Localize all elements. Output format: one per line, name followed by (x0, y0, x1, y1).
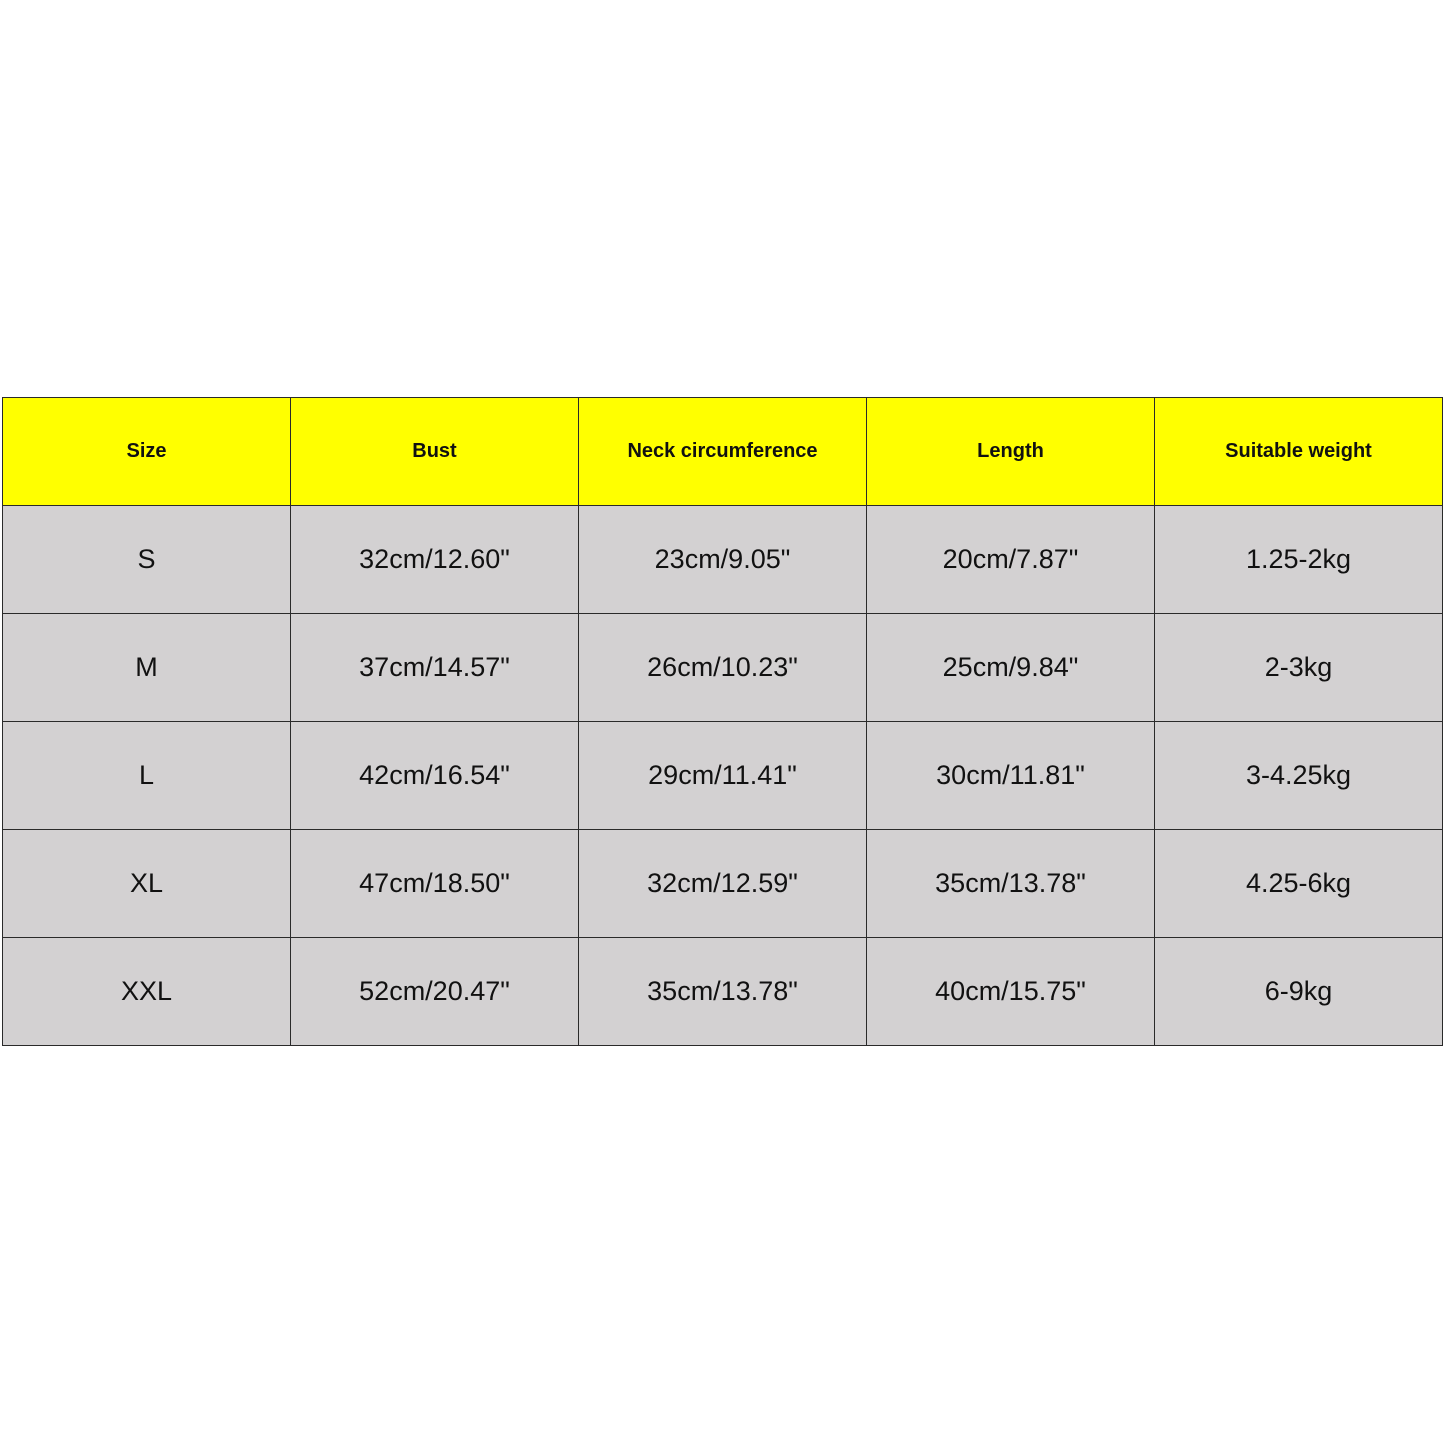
cell-neck: 29cm/11.41" (579, 722, 867, 830)
cell-bust: 52cm/20.47" (291, 938, 579, 1046)
cell-length: 20cm/7.87" (867, 506, 1155, 614)
cell-neck: 32cm/12.59" (579, 830, 867, 938)
cell-size: S (3, 506, 291, 614)
header-neck-circumference: Neck circumference (579, 398, 867, 506)
cell-bust: 32cm/12.60" (291, 506, 579, 614)
header-length: Length (867, 398, 1155, 506)
cell-weight: 2-3kg (1155, 614, 1443, 722)
table-row (3, 830, 1443, 938)
cell-weight: 6-9kg (1155, 938, 1443, 1046)
table-row (3, 614, 1443, 722)
cell-length: 30cm/11.81" (867, 722, 1155, 830)
cell-bust: 47cm/18.50" (291, 830, 579, 938)
cell-size: XXL (3, 938, 291, 1046)
cell-bust: 42cm/16.54" (291, 722, 579, 830)
header-size: Size (3, 398, 291, 506)
cell-bust: 37cm/14.57" (291, 614, 579, 722)
cell-size: XL (3, 830, 291, 938)
cell-length: 40cm/15.75" (867, 938, 1155, 1046)
cell-size: M (3, 614, 291, 722)
cell-length: 35cm/13.78" (867, 830, 1155, 938)
cell-length: 25cm/9.84" (867, 614, 1155, 722)
cell-weight: 4.25-6kg (1155, 830, 1443, 938)
table-row (3, 506, 1443, 614)
size-chart-table (2, 397, 1443, 1046)
header-bust: Bust (291, 398, 579, 506)
cell-weight: 3-4.25kg (1155, 722, 1443, 830)
table-header-row (3, 398, 1443, 506)
cell-weight: 1.25-2kg (1155, 506, 1443, 614)
cell-neck: 26cm/10.23" (579, 614, 867, 722)
table-row (3, 938, 1443, 1046)
table-row (3, 722, 1443, 830)
header-suitable-weight: Suitable weight (1155, 398, 1443, 506)
cell-neck: 35cm/13.78" (579, 938, 867, 1046)
cell-neck: 23cm/9.05" (579, 506, 867, 614)
cell-size: L (3, 722, 291, 830)
